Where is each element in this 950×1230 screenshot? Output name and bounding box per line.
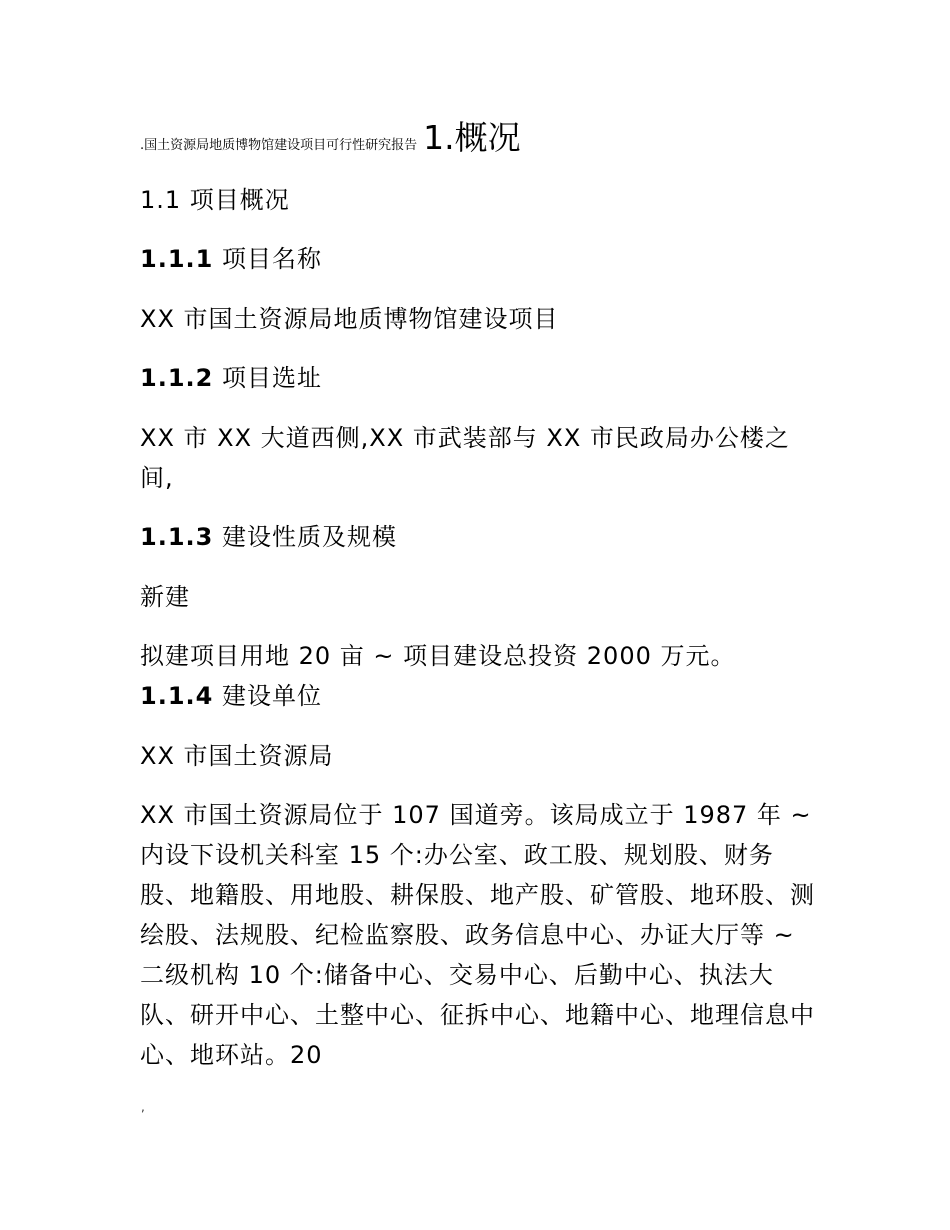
section-number: 1.1.1 — [140, 245, 214, 273]
section-number: 1.1.4 — [140, 682, 214, 710]
page-header — [140, 112, 521, 159]
chapter-title: 1.概况 — [423, 118, 521, 157]
section-heading-1-1: 1.1 项目概况 — [140, 186, 290, 214]
section-title: 建设单位 — [213, 682, 322, 710]
section-title: 建设性质及规模 — [213, 523, 397, 551]
scale-text: 拟建项目用地 20 亩 ~ 项目建设总投资 2000 万元。 — [140, 642, 736, 670]
section-heading-1-1-3 — [140, 517, 820, 557]
section-number: 1.1.2 — [140, 364, 214, 392]
stray-mark: , — [141, 1100, 145, 1114]
unit-description-text: XX 市国土资源局位于 107 国道旁。该局成立于 1987 年 ~ 内设下设机关科室 15 个:办公室、政工股、规划股、财务股、地籍股、用地股、耕保股、地产股、矿管股、地环股、测绘股、法规股、纪检监察股、政务信息中心、办证大厅等 ~ 二级机构 10 个:储备中心、交易中心、后勤中心、执法大队、研开中心、土整中心、征拆中心、地籍中心、地理信息中心、地环站。20 — [140, 801, 815, 1069]
section-heading-1-1-1 — [140, 239, 820, 279]
section-number: 1.1.3 — [140, 523, 214, 551]
report-title: .国土资源局地质博物馆建设项目可行性研究报告 — [140, 138, 418, 153]
section-heading-1-1-2 — [140, 358, 820, 398]
unit-name-text: XX 市国土资源局 — [140, 742, 334, 770]
section-title: 项目名称 — [213, 245, 322, 273]
site-text: XX 市 XX 大道西侧,XX 市武装部与 XX 市民政局办公楼之间, — [140, 424, 790, 492]
section-heading-1-1-4 — [140, 676, 820, 716]
section-title: 项目选址 — [213, 364, 322, 392]
nature-text: 新建 — [140, 583, 190, 611]
project-name-text: XX 市国土资源局地质博物馆建设项目 — [140, 305, 559, 333]
